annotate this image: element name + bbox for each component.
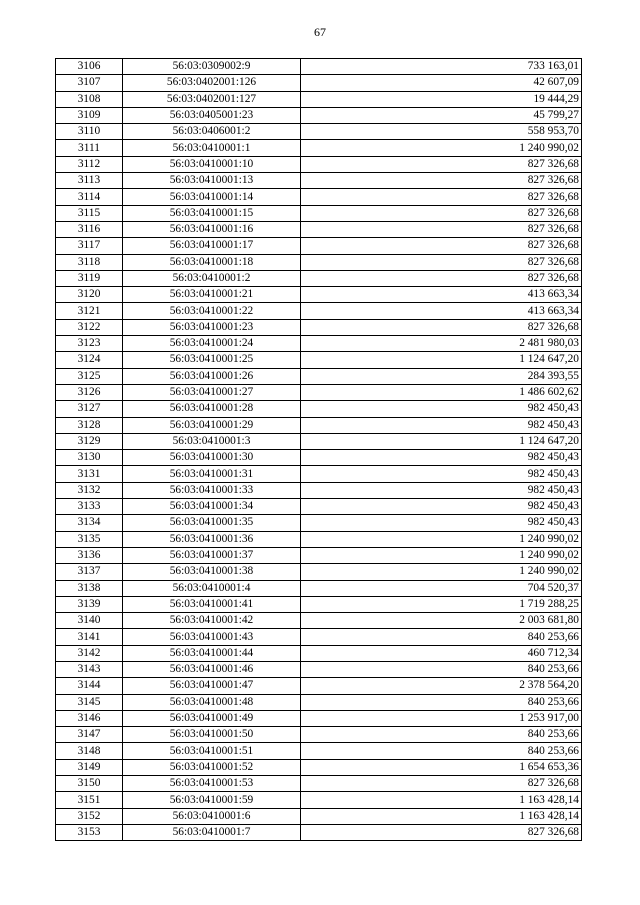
cadastral-number-cell: 56:03:0410001:47 bbox=[123, 678, 301, 694]
row-number-cell: 3118 bbox=[56, 254, 123, 270]
cadastral-number-cell: 56:03:0410001:7 bbox=[123, 824, 301, 840]
cadastral-number-cell: 56:03:0410001:52 bbox=[123, 759, 301, 775]
table-row bbox=[56, 661, 582, 677]
cadastral-value-cell: 982 450,43 bbox=[301, 515, 582, 531]
table-row bbox=[56, 205, 582, 221]
table-row bbox=[56, 824, 582, 840]
row-number-cell: 3115 bbox=[56, 205, 123, 221]
row-number-cell: 3152 bbox=[56, 808, 123, 824]
row-number-cell: 3121 bbox=[56, 303, 123, 319]
table-row bbox=[56, 629, 582, 645]
cadastral-value-cell: 704 520,37 bbox=[301, 580, 582, 596]
cadastral-number-cell: 56:03:0410001:33 bbox=[123, 482, 301, 498]
cadastral-value-cell: 1 240 990,02 bbox=[301, 140, 582, 156]
table-row bbox=[56, 270, 582, 286]
cadastral-value-cell: 827 326,68 bbox=[301, 254, 582, 270]
table-row bbox=[56, 124, 582, 140]
table-row bbox=[56, 792, 582, 808]
cadastral-value-cell: 982 450,43 bbox=[301, 482, 582, 498]
row-number-cell: 3131 bbox=[56, 466, 123, 482]
table-row bbox=[56, 401, 582, 417]
row-number-cell: 3149 bbox=[56, 759, 123, 775]
row-number-cell: 3116 bbox=[56, 221, 123, 237]
cadastral-value-cell: 827 326,68 bbox=[301, 156, 582, 172]
table-row bbox=[56, 710, 582, 726]
cadastral-number-cell: 56:03:0410001:18 bbox=[123, 254, 301, 270]
row-number-cell: 3151 bbox=[56, 792, 123, 808]
row-number-cell: 3113 bbox=[56, 173, 123, 189]
cadastral-number-cell: 56:03:0410001:50 bbox=[123, 727, 301, 743]
cadastral-value-cell: 2 481 980,03 bbox=[301, 336, 582, 352]
table-row bbox=[56, 515, 582, 531]
cadastral-number-cell: 56:03:0406001:2 bbox=[123, 124, 301, 140]
cadastral-number-cell: 56:03:0410001:28 bbox=[123, 401, 301, 417]
cadastral-number-cell: 56:03:0410001:48 bbox=[123, 694, 301, 710]
cadastral-value-cell: 2 378 564,20 bbox=[301, 678, 582, 694]
table-row bbox=[56, 759, 582, 775]
cadastral-value-cell: 840 253,66 bbox=[301, 629, 582, 645]
cadastral-value-cell: 460 712,34 bbox=[301, 645, 582, 661]
cadastral-value-cell: 840 253,66 bbox=[301, 661, 582, 677]
cadastral-value-cell: 982 450,43 bbox=[301, 466, 582, 482]
cadastral-value-cell: 19 444,29 bbox=[301, 91, 582, 107]
table-row bbox=[56, 776, 582, 792]
cadastral-value-cell: 1 124 647,20 bbox=[301, 352, 582, 368]
table-row bbox=[56, 613, 582, 629]
table-row bbox=[56, 140, 582, 156]
row-number-cell: 3128 bbox=[56, 417, 123, 433]
cadastral-value-cell: 1 719 288,25 bbox=[301, 596, 582, 612]
row-number-cell: 3143 bbox=[56, 661, 123, 677]
cadastral-number-cell: 56:03:0405001:23 bbox=[123, 107, 301, 123]
table-row bbox=[56, 547, 582, 563]
row-number-cell: 3111 bbox=[56, 140, 123, 156]
cadastral-value-cell: 1 240 990,02 bbox=[301, 547, 582, 563]
cadastral-number-cell: 56:03:0410001:25 bbox=[123, 352, 301, 368]
table-row bbox=[56, 417, 582, 433]
row-number-cell: 3146 bbox=[56, 710, 123, 726]
cadastral-value-cell: 982 450,43 bbox=[301, 401, 582, 417]
table-row bbox=[56, 727, 582, 743]
cadastral-value-cell: 827 326,68 bbox=[301, 189, 582, 205]
cadastral-value-cell: 840 253,66 bbox=[301, 694, 582, 710]
row-number-cell: 3142 bbox=[56, 645, 123, 661]
table-row bbox=[56, 336, 582, 352]
table-row bbox=[56, 678, 582, 694]
row-number-cell: 3137 bbox=[56, 564, 123, 580]
cadastral-number-cell: 56:03:0410001:10 bbox=[123, 156, 301, 172]
table-row bbox=[56, 580, 582, 596]
row-number-cell: 3108 bbox=[56, 91, 123, 107]
table-row bbox=[56, 238, 582, 254]
row-number-cell: 3123 bbox=[56, 336, 123, 352]
cadastral-value-cell: 840 253,66 bbox=[301, 743, 582, 759]
table-row bbox=[56, 91, 582, 107]
cadastral-number-cell: 56:03:0410001:49 bbox=[123, 710, 301, 726]
cadastral-number-cell: 56:03:0402001:126 bbox=[123, 75, 301, 91]
cadastral-value-cell: 827 326,68 bbox=[301, 776, 582, 792]
row-number-cell: 3117 bbox=[56, 238, 123, 254]
row-number-cell: 3139 bbox=[56, 596, 123, 612]
cadastral-value-cell: 982 450,43 bbox=[301, 417, 582, 433]
row-number-cell: 3148 bbox=[56, 743, 123, 759]
cadastral-number-cell: 56:03:0410001:44 bbox=[123, 645, 301, 661]
cadastral-number-cell: 56:03:0410001:34 bbox=[123, 499, 301, 515]
cadastral-number-cell: 56:03:0410001:31 bbox=[123, 466, 301, 482]
table-row bbox=[56, 694, 582, 710]
cadastral-number-cell: 56:03:0410001:37 bbox=[123, 547, 301, 563]
cadastral-number-cell: 56:03:0410001:16 bbox=[123, 221, 301, 237]
cadastral-value-cell: 413 663,34 bbox=[301, 287, 582, 303]
row-number-cell: 3147 bbox=[56, 727, 123, 743]
cadastral-value-cell: 1 163 428,14 bbox=[301, 792, 582, 808]
row-number-cell: 3110 bbox=[56, 124, 123, 140]
row-number-cell: 3119 bbox=[56, 270, 123, 286]
cadastral-number-cell: 56:03:0410001:2 bbox=[123, 270, 301, 286]
table-row bbox=[56, 352, 582, 368]
cadastral-value-cell: 1 253 917,00 bbox=[301, 710, 582, 726]
cadastral-value-cell: 827 326,68 bbox=[301, 221, 582, 237]
cadastral-number-cell: 56:03:0410001:27 bbox=[123, 384, 301, 400]
cadastral-number-cell: 56:03:0410001:35 bbox=[123, 515, 301, 531]
row-number-cell: 3138 bbox=[56, 580, 123, 596]
cadastral-number-cell: 56:03:0410001:38 bbox=[123, 564, 301, 580]
row-number-cell: 3114 bbox=[56, 189, 123, 205]
cadastral-value-cell: 1 654 653,36 bbox=[301, 759, 582, 775]
table-row bbox=[56, 596, 582, 612]
cadastral-value-cell: 1 163 428,14 bbox=[301, 808, 582, 824]
cadastral-number-cell: 56:03:0410001:59 bbox=[123, 792, 301, 808]
table-body bbox=[56, 59, 582, 841]
cadastral-value-cell: 1 124 647,20 bbox=[301, 433, 582, 449]
table-row bbox=[56, 499, 582, 515]
cadastral-number-cell: 56:03:0410001:41 bbox=[123, 596, 301, 612]
cadastral-value-cell: 982 450,43 bbox=[301, 499, 582, 515]
cadastral-number-cell: 56:03:0410001:36 bbox=[123, 531, 301, 547]
cadastral-number-cell: 56:03:0410001:53 bbox=[123, 776, 301, 792]
row-number-cell: 3145 bbox=[56, 694, 123, 710]
table-row bbox=[56, 221, 582, 237]
table-row bbox=[56, 808, 582, 824]
cadastral-value-cell: 982 450,43 bbox=[301, 450, 582, 466]
table-row bbox=[56, 433, 582, 449]
cadastral-value-cell: 45 799,27 bbox=[301, 107, 582, 123]
row-number-cell: 3141 bbox=[56, 629, 123, 645]
cadastral-value-cell: 827 326,68 bbox=[301, 238, 582, 254]
cadastral-number-cell: 56:03:0402001:127 bbox=[123, 91, 301, 107]
page-number: 67 bbox=[314, 25, 326, 39]
row-number-cell: 3122 bbox=[56, 319, 123, 335]
table-row bbox=[56, 189, 582, 205]
cadastral-number-cell: 56:03:0410001:15 bbox=[123, 205, 301, 221]
table-row bbox=[56, 645, 582, 661]
table-row bbox=[56, 450, 582, 466]
cadastral-value-cell: 827 326,68 bbox=[301, 270, 582, 286]
cadastral-value-cell: 827 326,68 bbox=[301, 173, 582, 189]
cadastral-number-cell: 56:03:0410001:29 bbox=[123, 417, 301, 433]
row-number-cell: 3133 bbox=[56, 499, 123, 515]
table-row bbox=[56, 564, 582, 580]
cadastral-value-cell: 284 393,55 bbox=[301, 368, 582, 384]
cadastral-value-cell: 2 003 681,80 bbox=[301, 613, 582, 629]
table-row bbox=[56, 482, 582, 498]
cadastral-number-cell: 56:03:0410001:23 bbox=[123, 319, 301, 335]
cadastral-number-cell: 56:03:0410001:6 bbox=[123, 808, 301, 824]
table-row bbox=[56, 173, 582, 189]
cadastral-number-cell: 56:03:0410001:3 bbox=[123, 433, 301, 449]
cadastral-number-cell: 56:03:0410001:17 bbox=[123, 238, 301, 254]
table-row bbox=[56, 384, 582, 400]
cadastral-value-cell: 827 326,68 bbox=[301, 205, 582, 221]
cadastral-value-table bbox=[55, 58, 582, 841]
row-number-cell: 3126 bbox=[56, 384, 123, 400]
row-number-cell: 3112 bbox=[56, 156, 123, 172]
cadastral-number-cell: 56:03:0410001:30 bbox=[123, 450, 301, 466]
cadastral-value-cell: 827 326,68 bbox=[301, 824, 582, 840]
row-number-cell: 3144 bbox=[56, 678, 123, 694]
row-number-cell: 3136 bbox=[56, 547, 123, 563]
cadastral-value-cell: 840 253,66 bbox=[301, 727, 582, 743]
row-number-cell: 3127 bbox=[56, 401, 123, 417]
cadastral-value-cell: 733 163,01 bbox=[301, 59, 582, 75]
table-row bbox=[56, 75, 582, 91]
table-row bbox=[56, 287, 582, 303]
cadastral-value-cell: 558 953,70 bbox=[301, 124, 582, 140]
table-row bbox=[56, 59, 582, 75]
table-row bbox=[56, 156, 582, 172]
row-number-cell: 3132 bbox=[56, 482, 123, 498]
table-row bbox=[56, 107, 582, 123]
row-number-cell: 3129 bbox=[56, 433, 123, 449]
cadastral-number-cell: 56:03:0410001:43 bbox=[123, 629, 301, 645]
row-number-cell: 3130 bbox=[56, 450, 123, 466]
cadastral-number-cell: 56:03:0410001:1 bbox=[123, 140, 301, 156]
cadastral-number-cell: 56:03:0309002:9 bbox=[123, 59, 301, 75]
cadastral-number-cell: 56:03:0410001:42 bbox=[123, 613, 301, 629]
row-number-cell: 3134 bbox=[56, 515, 123, 531]
cadastral-number-cell: 56:03:0410001:13 bbox=[123, 173, 301, 189]
row-number-cell: 3125 bbox=[56, 368, 123, 384]
cadastral-number-cell: 56:03:0410001:51 bbox=[123, 743, 301, 759]
cadastral-value-cell: 413 663,34 bbox=[301, 303, 582, 319]
row-number-cell: 3150 bbox=[56, 776, 123, 792]
row-number-cell: 3135 bbox=[56, 531, 123, 547]
table-row bbox=[56, 303, 582, 319]
table-row bbox=[56, 368, 582, 384]
cadastral-number-cell: 56:03:0410001:21 bbox=[123, 287, 301, 303]
table-row bbox=[56, 254, 582, 270]
table-row bbox=[56, 531, 582, 547]
cadastral-value-cell: 827 326,68 bbox=[301, 319, 582, 335]
cadastral-number-cell: 56:03:0410001:46 bbox=[123, 661, 301, 677]
cadastral-number-cell: 56:03:0410001:24 bbox=[123, 336, 301, 352]
cadastral-value-cell: 1 240 990,02 bbox=[301, 531, 582, 547]
row-number-cell: 3109 bbox=[56, 107, 123, 123]
cadastral-number-cell: 56:03:0410001:26 bbox=[123, 368, 301, 384]
row-number-cell: 3124 bbox=[56, 352, 123, 368]
row-number-cell: 3140 bbox=[56, 613, 123, 629]
row-number-cell: 3106 bbox=[56, 59, 123, 75]
row-number-cell: 3107 bbox=[56, 75, 123, 91]
cadastral-value-cell: 1 486 602,62 bbox=[301, 384, 582, 400]
table-row bbox=[56, 466, 582, 482]
cadastral-number-cell: 56:03:0410001:22 bbox=[123, 303, 301, 319]
cadastral-value-cell: 42 607,09 bbox=[301, 75, 582, 91]
table-row bbox=[56, 743, 582, 759]
cadastral-value-cell: 1 240 990,02 bbox=[301, 564, 582, 580]
cadastral-number-cell: 56:03:0410001:4 bbox=[123, 580, 301, 596]
row-number-cell: 3153 bbox=[56, 824, 123, 840]
cadastral-number-cell: 56:03:0410001:14 bbox=[123, 189, 301, 205]
row-number-cell: 3120 bbox=[56, 287, 123, 303]
table-row bbox=[56, 319, 582, 335]
